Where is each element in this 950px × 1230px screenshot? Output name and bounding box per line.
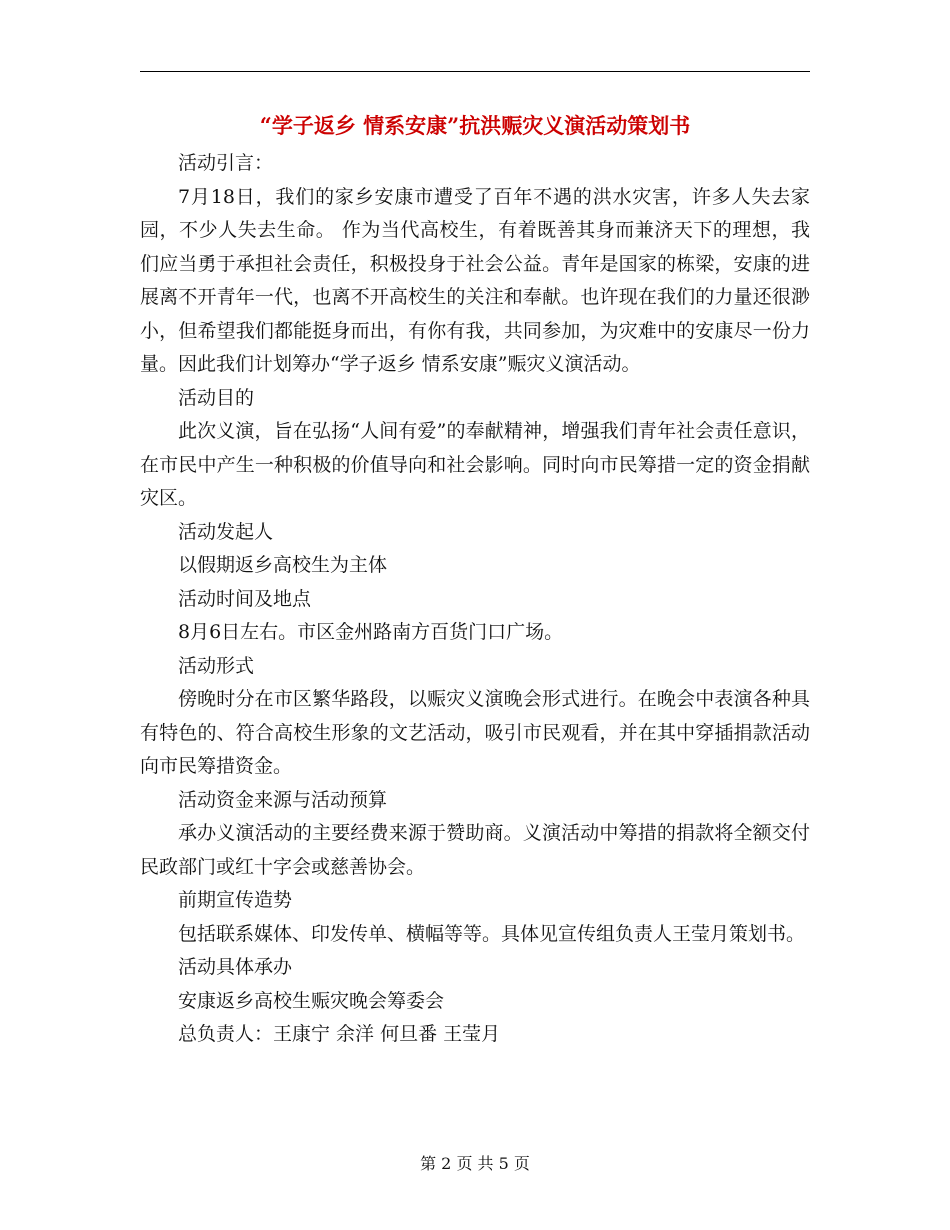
paragraph-purpose-heading: 活动目的 [178,386,255,409]
paragraph-time-place: 8月6日左右。市区金州路南方百货门口广场。 [178,621,564,643]
page-number-footer: 第 2 页 共 5 页 [420,1154,530,1173]
paragraph-budget: 承办义演活动的主要经费来源于赞助商。义演活动中筹措的捐款将全额交付民政部门或红十字会或慈善协会。 [140,822,810,878]
paragraph-initiator: 以假期返乡高校生为主体 [178,554,388,576]
paragraph-purpose: 此次义演，旨在弘扬“人间有爱”的奉献精神，增强我们青年社会责任意识，在市民中产生一种积极的价值导向和社会影响。同时向市民筹措一定的资金捐献灾区。 [140,420,810,509]
paragraph-time-place-heading: 活动时间及地点 [178,587,312,610]
paragraph-initiator-heading: 活动发起人 [178,520,274,543]
document-body [140,147,810,1052]
paragraph-leaders: 总负责人：王康宁 余洋 何旦番 王莹月 [178,1023,501,1045]
header-rule [140,71,810,72]
paragraph-intro: 7月18日，我们的家乡安康市遭受了百年不遇的洪水灾害，许多人失去家园，不少人失去生命。 作为当代高校生，有着既善其身而兼济天下的理想，我们应当勇于承担社会责任，积极投身于社会公益。青年是国家的栋梁，安康的进展离不开青年一代，也离不开高校生的关注和奉献。也许现在我们的力量还很渺小，但希望我们都能挺身而出，有你有我，共同参加，为灾难中的安康尽一份力量。因此我们计划筹办“学子返乡 情系安康”赈灾义演活动。 [140,185,810,375]
paragraph-format-heading: 活动形式 [178,654,255,677]
paragraph-intro-heading: 活动引言： [178,152,274,174]
paragraph-organizer-heading: 活动具体承办 [178,956,293,978]
paragraph-organizer: 安康返乡高校生赈灾晚会筹委会 [178,989,445,1012]
paragraph-format: 傍晚时分在市区繁华路段，以赈灾义演晚会形式进行。在晚会中表演各种具有特色的、符合高校生形象的文艺活动，吸引市民观看，并在其中穿插捐款活动向市民筹措资金。 [140,688,810,777]
paragraph-publicity-heading: 前期宣传造势 [178,889,293,911]
paragraph-publicity: 包括联系媒体、印发传单、横幅等等。具体见宣传组负责人王莹月策划书。 [178,922,806,945]
paragraph-budget-heading: 活动资金来源与活动预算 [178,788,388,811]
document-title: “学子返乡 情系安康”抗洪赈灾义演活动策划书 [259,113,691,138]
